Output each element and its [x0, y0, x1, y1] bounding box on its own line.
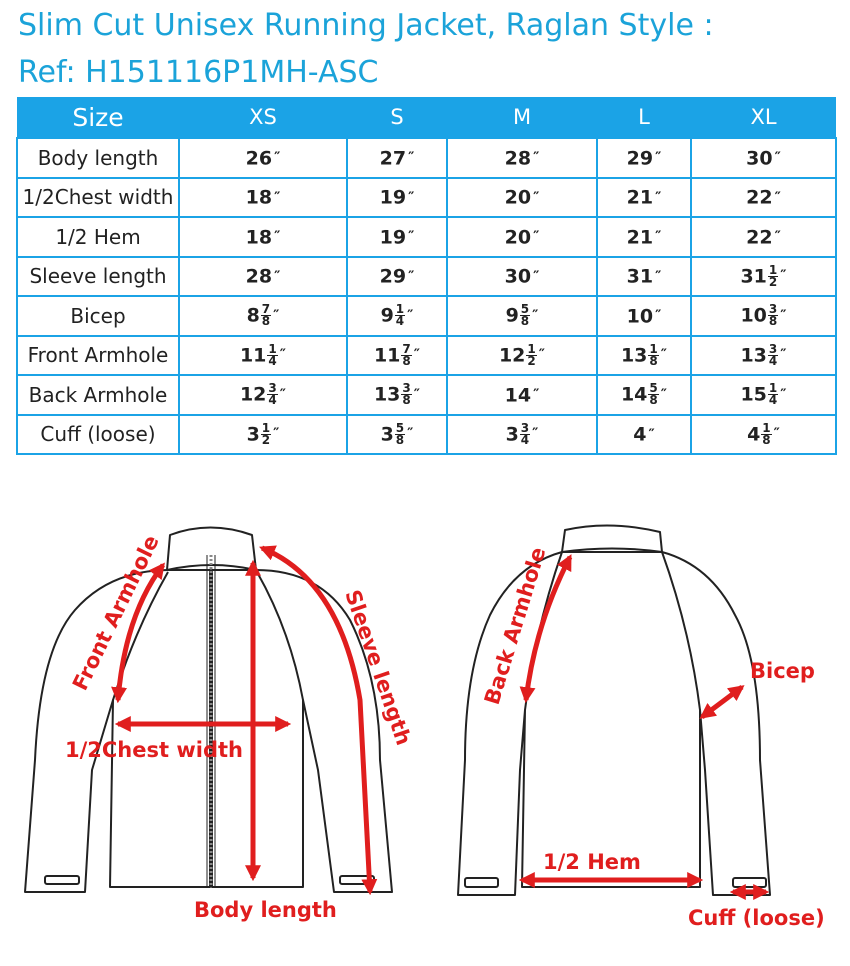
measurement-value: [179, 375, 347, 415]
inch-mark: ″: [408, 229, 415, 245]
value-whole: 4: [633, 423, 647, 446]
back-armhole-label: Back Armhole: [479, 544, 551, 708]
inch-mark: ″: [774, 189, 781, 206]
fraction-numerator: 1: [395, 302, 405, 317]
value-whole: 3: [505, 423, 519, 446]
measurement-label: 1/2Chest width: [17, 178, 179, 218]
inch-mark: ″: [774, 150, 781, 166]
table-row: [17, 138, 836, 178]
value-whole: 11: [239, 344, 267, 367]
bicep-label: Bicep: [750, 659, 815, 683]
inch-mark: ″: [279, 347, 287, 364]
inch-mark: ″: [538, 347, 546, 364]
value-whole: 22: [746, 226, 773, 248]
size-chart-table: [16, 97, 837, 455]
measurement-value: [447, 217, 597, 257]
measurement-value: [447, 138, 597, 178]
cuff-label: Cuff (loose): [688, 906, 825, 930]
fraction-numerator: 3: [768, 341, 778, 356]
value-whole: 14: [620, 383, 648, 406]
fraction-numerator: 1: [649, 341, 658, 356]
fraction-numerator: 3: [520, 420, 530, 435]
fraction-denominator: 8: [649, 353, 658, 368]
inch-mark: ″: [533, 150, 540, 166]
fraction-numerator: 1: [527, 341, 536, 356]
value-fraction: [395, 420, 405, 447]
value-fraction: [768, 262, 778, 289]
measurement-value: [347, 296, 447, 336]
value-whole: 28: [245, 265, 273, 288]
value-whole: 28: [504, 147, 532, 169]
inch-mark: ″: [655, 308, 662, 324]
inch-mark: ″: [655, 268, 662, 285]
inch-mark: ″: [413, 347, 421, 364]
measurement-value: [691, 415, 836, 455]
fraction-denominator: 4: [520, 432, 530, 447]
value-whole: 9: [380, 304, 394, 327]
measurement-value: [691, 336, 836, 376]
measurement-value: [597, 178, 691, 218]
inch-mark: ″: [279, 386, 287, 403]
measurement-value: [691, 296, 836, 336]
table-row: [17, 375, 836, 415]
inch-mark: ″: [274, 229, 281, 245]
value-fraction: [768, 383, 778, 406]
table-header-row: [17, 97, 836, 138]
table-row: [17, 257, 836, 297]
value-fraction: [526, 341, 536, 368]
measurement-value: [597, 336, 691, 376]
measurement-label: Body length: [17, 138, 179, 178]
fraction-denominator: 4: [768, 393, 778, 408]
value-fraction: [648, 341, 658, 368]
measurement-value: [347, 217, 447, 257]
page-title: Slim Cut Unisex Running Jacket, Raglan Style :: [18, 8, 714, 43]
value-fraction: [267, 383, 277, 406]
inch-mark: ″: [407, 307, 414, 324]
inch-mark: ″: [774, 229, 781, 245]
inch-mark: ″: [773, 426, 780, 443]
fraction-denominator: 2: [768, 274, 778, 289]
value-whole: 8: [246, 304, 260, 327]
fraction-numerator: 5: [520, 302, 530, 317]
value-whole: 13: [740, 344, 767, 367]
fraction-numerator: 3: [268, 381, 277, 396]
jacket-measurement-diagram: [0, 480, 850, 966]
measurement-value: [691, 257, 836, 297]
measurement-value: [179, 217, 347, 257]
measurement-value: [691, 138, 836, 178]
fraction-numerator: 1: [768, 381, 778, 396]
inch-mark: ″: [408, 189, 415, 206]
measurement-value: [347, 138, 447, 178]
value-whole: 12: [239, 383, 267, 406]
measurement-label: 1/2 Hem: [17, 217, 179, 257]
inch-mark: ″: [660, 347, 668, 364]
value-whole: 22: [746, 186, 773, 209]
inch-mark: ″: [408, 268, 415, 285]
table-row: [17, 217, 836, 257]
measurement-value: [447, 296, 597, 336]
value-whole: 27: [379, 147, 407, 169]
value-whole: 3: [246, 423, 260, 446]
value-fraction: [768, 304, 778, 327]
measurement-label: Back Armhole: [17, 375, 179, 415]
fraction-numerator: 7: [261, 302, 271, 317]
column-header: L: [597, 97, 691, 138]
table-row: [17, 336, 836, 376]
measurement-value: [347, 336, 447, 376]
value-whole: 18: [245, 186, 273, 209]
inch-mark: ″: [533, 229, 540, 245]
column-header: M: [447, 97, 597, 138]
measurement-label: Sleeve length: [17, 257, 179, 297]
measurement-value: [179, 138, 347, 178]
value-whole: 10: [740, 304, 767, 327]
inch-mark: ″: [780, 307, 787, 324]
inch-mark: ″: [655, 150, 662, 166]
measurement-value: [447, 336, 597, 376]
inch-mark: ″: [408, 150, 415, 166]
value-fraction: [395, 304, 405, 327]
back-jacket-outline: [458, 525, 770, 895]
value-whole: 11: [373, 344, 401, 367]
value-whole: 13: [620, 344, 648, 367]
body-length-label: Body length: [194, 898, 337, 922]
value-whole: 19: [379, 226, 407, 248]
front-jacket-outline: [25, 528, 392, 893]
fraction-numerator: 1: [261, 420, 271, 435]
measurement-value: [597, 257, 691, 297]
measurement-value: [447, 415, 597, 455]
column-header: Size: [17, 97, 179, 138]
fraction-denominator: 8: [402, 353, 411, 368]
value-whole: 30: [504, 265, 532, 288]
measurement-value: [691, 178, 836, 218]
inch-mark: ″: [532, 307, 539, 324]
value-whole: 14: [504, 384, 532, 406]
value-whole: 12: [498, 344, 526, 367]
table-row: [17, 415, 836, 455]
inch-mark: ″: [274, 268, 281, 285]
measurement-value: [597, 217, 691, 257]
value-whole: 29: [626, 147, 654, 169]
value-whole: 9: [505, 304, 519, 327]
value-whole: 21: [626, 186, 654, 209]
value-whole: 19: [379, 186, 407, 209]
column-header: XL: [691, 97, 836, 138]
table-row: [17, 178, 836, 218]
value-whole: 15: [740, 383, 767, 406]
product-reference: Ref: H151116P1MH-ASC: [18, 55, 379, 90]
value-whole: 26: [245, 147, 273, 169]
inch-mark: ″: [274, 150, 281, 166]
value-whole: 3: [380, 423, 394, 446]
fraction-denominator: 8: [520, 314, 530, 329]
table-row: [17, 296, 836, 336]
measurement-value: [347, 375, 447, 415]
value-fraction: [267, 341, 277, 368]
column-header: S: [347, 97, 447, 138]
fraction-numerator: 3: [768, 302, 778, 317]
fraction-numerator: 3: [402, 381, 411, 396]
inch-mark: ″: [660, 386, 668, 403]
measurement-value: [347, 178, 447, 218]
measurement-value: [691, 217, 836, 257]
fraction-denominator: 4: [268, 353, 277, 368]
front-armhole-label: Front Armhole: [67, 531, 164, 695]
measurement-value: [179, 178, 347, 218]
inch-mark: ″: [533, 268, 540, 285]
fraction-denominator: 8: [768, 314, 778, 329]
inch-mark: ″: [780, 347, 787, 364]
fraction-denominator: 4: [268, 393, 277, 408]
measurement-value: [179, 257, 347, 297]
value-whole: 18: [245, 226, 273, 248]
fraction-denominator: 2: [527, 353, 536, 368]
fraction-numerator: 7: [402, 341, 411, 356]
measurement-value: [447, 257, 597, 297]
value-fraction: [520, 420, 530, 447]
value-whole: 31: [626, 265, 654, 288]
chest-width-label: 1/2Chest width: [65, 738, 243, 762]
value-whole: 21: [626, 226, 654, 248]
fraction-numerator: 1: [268, 341, 277, 356]
inch-mark: ″: [407, 426, 414, 443]
inch-mark: ″: [533, 387, 540, 403]
fraction-numerator: 1: [768, 262, 778, 277]
value-fraction: [401, 341, 411, 368]
fraction-denominator: 8: [649, 393, 658, 408]
inch-mark: ″: [780, 268, 787, 285]
inch-mark: ″: [655, 189, 662, 206]
measurement-value: [597, 375, 691, 415]
measurement-value: [447, 178, 597, 218]
value-whole: 20: [504, 186, 532, 209]
inch-mark: ″: [655, 229, 662, 245]
fraction-denominator: 8: [402, 393, 411, 408]
fraction-numerator: 1: [762, 420, 771, 435]
fraction-denominator: 4: [768, 353, 778, 368]
fraction-denominator: 8: [762, 432, 771, 447]
value-fraction: [648, 383, 658, 406]
fraction-denominator: 2: [261, 432, 271, 447]
value-whole: 20: [504, 226, 532, 248]
value-fraction: [261, 304, 271, 327]
measurement-label: Bicep: [17, 296, 179, 336]
measurement-label: Cuff (loose): [17, 415, 179, 455]
measurement-value: [597, 415, 691, 455]
measurement-value: [447, 375, 597, 415]
inch-mark: ″: [273, 307, 280, 324]
measurement-value: [347, 415, 447, 455]
value-whole: 4: [747, 423, 761, 446]
measurement-value: [597, 296, 691, 336]
value-fraction: [761, 420, 771, 447]
fraction-denominator: 8: [261, 314, 271, 329]
value-whole: 30: [746, 147, 773, 169]
value-whole: 10: [626, 305, 654, 327]
value-whole: 29: [379, 265, 407, 288]
measurement-value: [597, 138, 691, 178]
measurement-value: [691, 375, 836, 415]
measurement-label: Front Armhole: [17, 336, 179, 376]
value-whole: 13: [373, 383, 401, 406]
fraction-numerator: 5: [649, 381, 658, 396]
inch-mark: ″: [648, 426, 655, 443]
hem-label: 1/2 Hem: [543, 850, 641, 874]
value-fraction: [401, 383, 411, 406]
fraction-denominator: 8: [395, 432, 405, 447]
measurement-value: [347, 257, 447, 297]
inch-mark: ″: [413, 386, 421, 403]
value-fraction: [261, 420, 271, 447]
measurement-value: [179, 415, 347, 455]
inch-mark: ″: [533, 189, 540, 206]
value-fraction: [520, 304, 530, 327]
sleeve-length-label: Sleeve length: [340, 586, 416, 749]
value-whole: 31: [740, 265, 767, 288]
inch-mark: ″: [274, 189, 281, 206]
column-header: XS: [179, 97, 347, 138]
inch-mark: ″: [780, 386, 787, 403]
measurement-value: [179, 296, 347, 336]
fraction-denominator: 4: [395, 314, 405, 329]
inch-mark: ″: [273, 426, 280, 443]
value-fraction: [768, 341, 778, 368]
fraction-numerator: 5: [395, 420, 405, 435]
inch-mark: ″: [532, 426, 539, 443]
measurement-value: [179, 336, 347, 376]
